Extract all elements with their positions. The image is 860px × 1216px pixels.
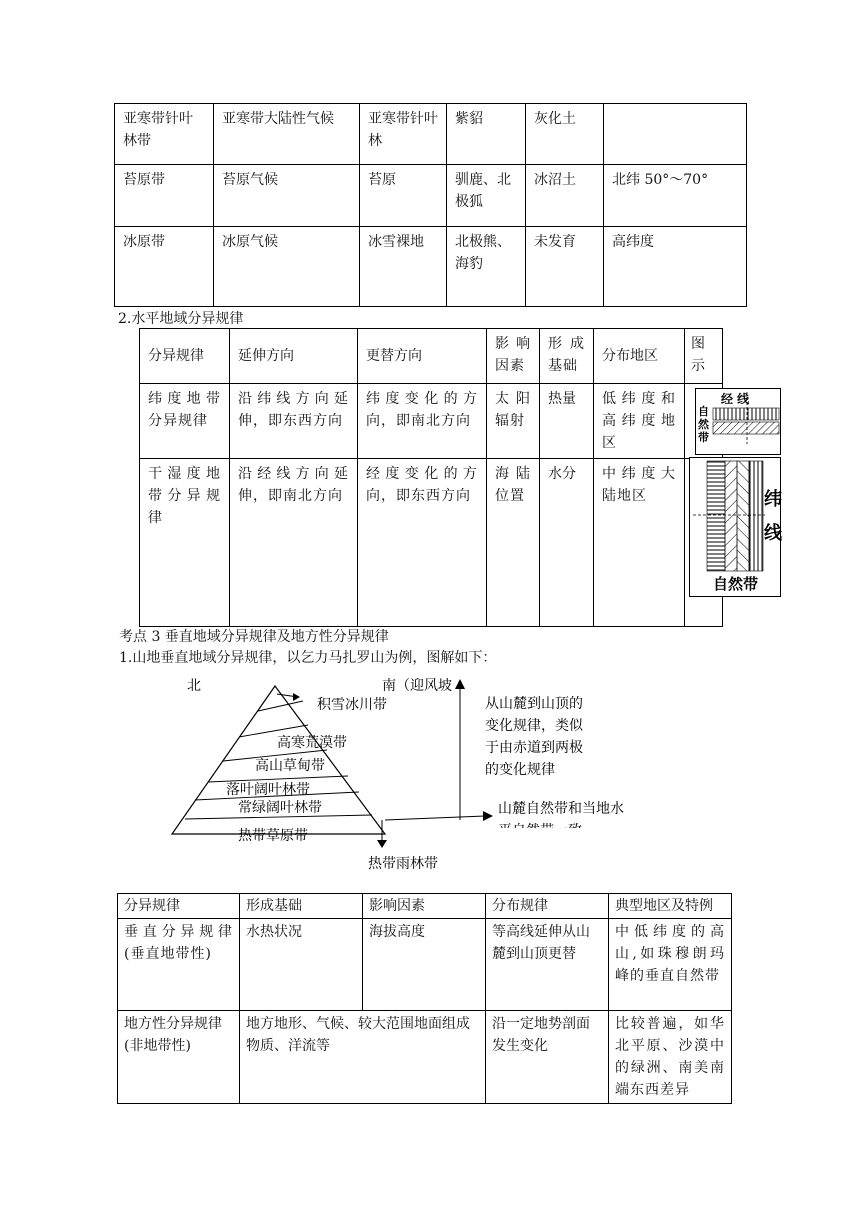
rainforest-label: 热带雨林带 xyxy=(368,856,438,872)
table-cell: 水热状况 xyxy=(240,919,363,1011)
table-cell: 沿经线方向延伸，即南北方向 xyxy=(230,459,358,627)
table-cell: 地方地形、气候、较大范围地面组成物质、洋流等 xyxy=(240,1011,486,1104)
arrow-head xyxy=(293,693,300,701)
table-header: 延伸方向 xyxy=(230,329,358,384)
table-cell: 纬度变化的方向，即南北方向 xyxy=(358,384,487,459)
table-cell: 沿一定地势剖面发生变化 xyxy=(486,1011,609,1104)
table-header: 典型地区及特例 xyxy=(609,894,732,919)
arrow-head xyxy=(483,811,493,821)
table-cell: 冰雪裸地 xyxy=(360,227,447,307)
section-2-title: 2.水平地域分异规律 xyxy=(118,311,244,327)
table-row xyxy=(118,1011,732,1104)
table-header: 分异规律 xyxy=(140,329,230,384)
table-cell: 驯鹿、北极狐 xyxy=(447,165,526,227)
table-row xyxy=(115,165,747,227)
change-rule-note: 从山麓到山顶的变化规律，类似 于由赤道到两极的变化规律 xyxy=(485,696,583,778)
zone-band xyxy=(737,461,749,571)
table-row xyxy=(140,384,723,459)
meridional-zone-diagram xyxy=(689,457,781,597)
horizontal-zonation-table xyxy=(139,328,723,627)
table-cell: 经度变化的方向，即东西方向 xyxy=(358,459,487,627)
table-cell: 未发育 xyxy=(526,227,604,307)
table-cell: 等高线延伸从山麓到山顶更替 xyxy=(486,919,609,1011)
table-cell: 比较普遍，如华北平原、沙漠中的绿洲、南美南端东西差异 xyxy=(609,1011,732,1104)
table-header: 分异规律 xyxy=(118,894,240,919)
natural-zone-table xyxy=(114,103,747,307)
table-cell: 干湿度地带分异规律 xyxy=(140,459,230,627)
south-label: 南（迎风坡 xyxy=(382,678,452,694)
arrow-head xyxy=(455,679,465,689)
table-header: 形成基础 xyxy=(240,894,363,919)
zone-band xyxy=(713,422,779,434)
table-cell: 沿纬线方向延伸，即东西方向 xyxy=(230,384,358,459)
table-cell: 纬度地带分异规律 xyxy=(140,384,230,459)
arrow-head xyxy=(377,840,387,848)
arrow xyxy=(385,816,485,820)
north-label: 北 xyxy=(187,678,201,694)
table-row xyxy=(115,104,747,165)
table-cell: 苔原带 xyxy=(115,165,214,227)
table-row xyxy=(115,227,747,307)
clip-mask xyxy=(490,828,690,840)
table-header: 更替方向 xyxy=(358,329,487,384)
table-cell: 亚寒带大陆性气候 xyxy=(214,104,360,165)
diagram-label-zone: 自然带 xyxy=(698,405,709,444)
belt-line xyxy=(258,701,303,711)
belt-label: 高寒荒漠带 xyxy=(277,735,347,751)
table-cell: 亚寒带针叶林 xyxy=(360,104,447,165)
diagram-label-meridian: 经 线 xyxy=(721,392,750,406)
zone-band xyxy=(707,461,725,571)
table-cell: 地方性分异规律(非地带性) xyxy=(118,1011,240,1104)
belt-label: 高山草甸带 xyxy=(255,758,325,774)
table-cell: 海陆位置 xyxy=(487,459,540,627)
table-cell: 中纬度大陆地区 xyxy=(594,459,685,627)
table-cell: 紫貂 xyxy=(447,104,526,165)
table-cell: 垂直分异规律(垂直地带性) xyxy=(118,919,240,1011)
zone-band xyxy=(713,408,779,420)
vertical-zonation-table xyxy=(117,893,732,1104)
zone-band xyxy=(725,461,737,571)
belt-label: 热带草原带 xyxy=(238,828,308,844)
table-header: 影响因素 xyxy=(487,329,540,384)
belt-label: 积雪冰川带 xyxy=(317,697,387,713)
table-cell: 亚寒带针叶林带 xyxy=(115,104,214,165)
table-header: 分布地区 xyxy=(594,329,685,384)
table-cell: 高纬度 xyxy=(604,227,747,307)
base-zone-note: 山麓自然带和当地水 xyxy=(498,801,624,817)
table-cell: 太阳辐射 xyxy=(487,384,540,459)
table-header: 影响因素 xyxy=(363,894,486,919)
table-header: 形成基础 xyxy=(540,329,594,384)
table-cell: 冰原气候 xyxy=(214,227,360,307)
table-cell: 苔原 xyxy=(360,165,447,227)
table-cell: 北极熊、海豹 xyxy=(447,227,526,307)
table-cell: 低纬度和高纬度地区 xyxy=(594,384,685,459)
table-cell: 北纬 50°～70° xyxy=(604,165,747,227)
table-cell xyxy=(604,104,747,165)
table-cell: 冰沼土 xyxy=(526,165,604,227)
table-header-row xyxy=(118,894,732,919)
table-cell: 水分 xyxy=(540,459,594,627)
belt-label: 落叶阔叶林带 xyxy=(226,782,310,798)
diagram-label-zone: 自然带 xyxy=(713,575,759,593)
table-row xyxy=(140,459,723,627)
diagram-label-parallel: 纬线 xyxy=(764,489,782,544)
table-cell: 中低纬度的高山,如珠穆朗玛峰的垂直自然带 xyxy=(609,919,732,1011)
section-3-intro: 1.山地垂直地域分异规律，以乞力马扎罗山为例，图解如下： xyxy=(119,650,497,666)
table-header: 分布规律 xyxy=(486,894,609,919)
table-cell: 苔原气候 xyxy=(214,165,360,227)
belt-label: 常绿阔叶林带 xyxy=(238,800,322,816)
kilimanjaro-zonation-diagram xyxy=(160,670,820,870)
table-header: 图示 xyxy=(685,329,723,384)
table-row xyxy=(118,919,732,1011)
table-header-row xyxy=(140,329,723,384)
table-cell: 海拔高度 xyxy=(363,919,486,1011)
latitudinal-zone-diagram xyxy=(695,388,781,455)
table-cell: 灰化土 xyxy=(526,104,604,165)
section-3-title: 考点 3 垂直地域分异规律及地方性分异规律 xyxy=(119,629,389,645)
zone-band xyxy=(749,461,763,571)
table-cell: 热量 xyxy=(540,384,594,459)
table-cell: 冰原带 xyxy=(115,227,214,307)
